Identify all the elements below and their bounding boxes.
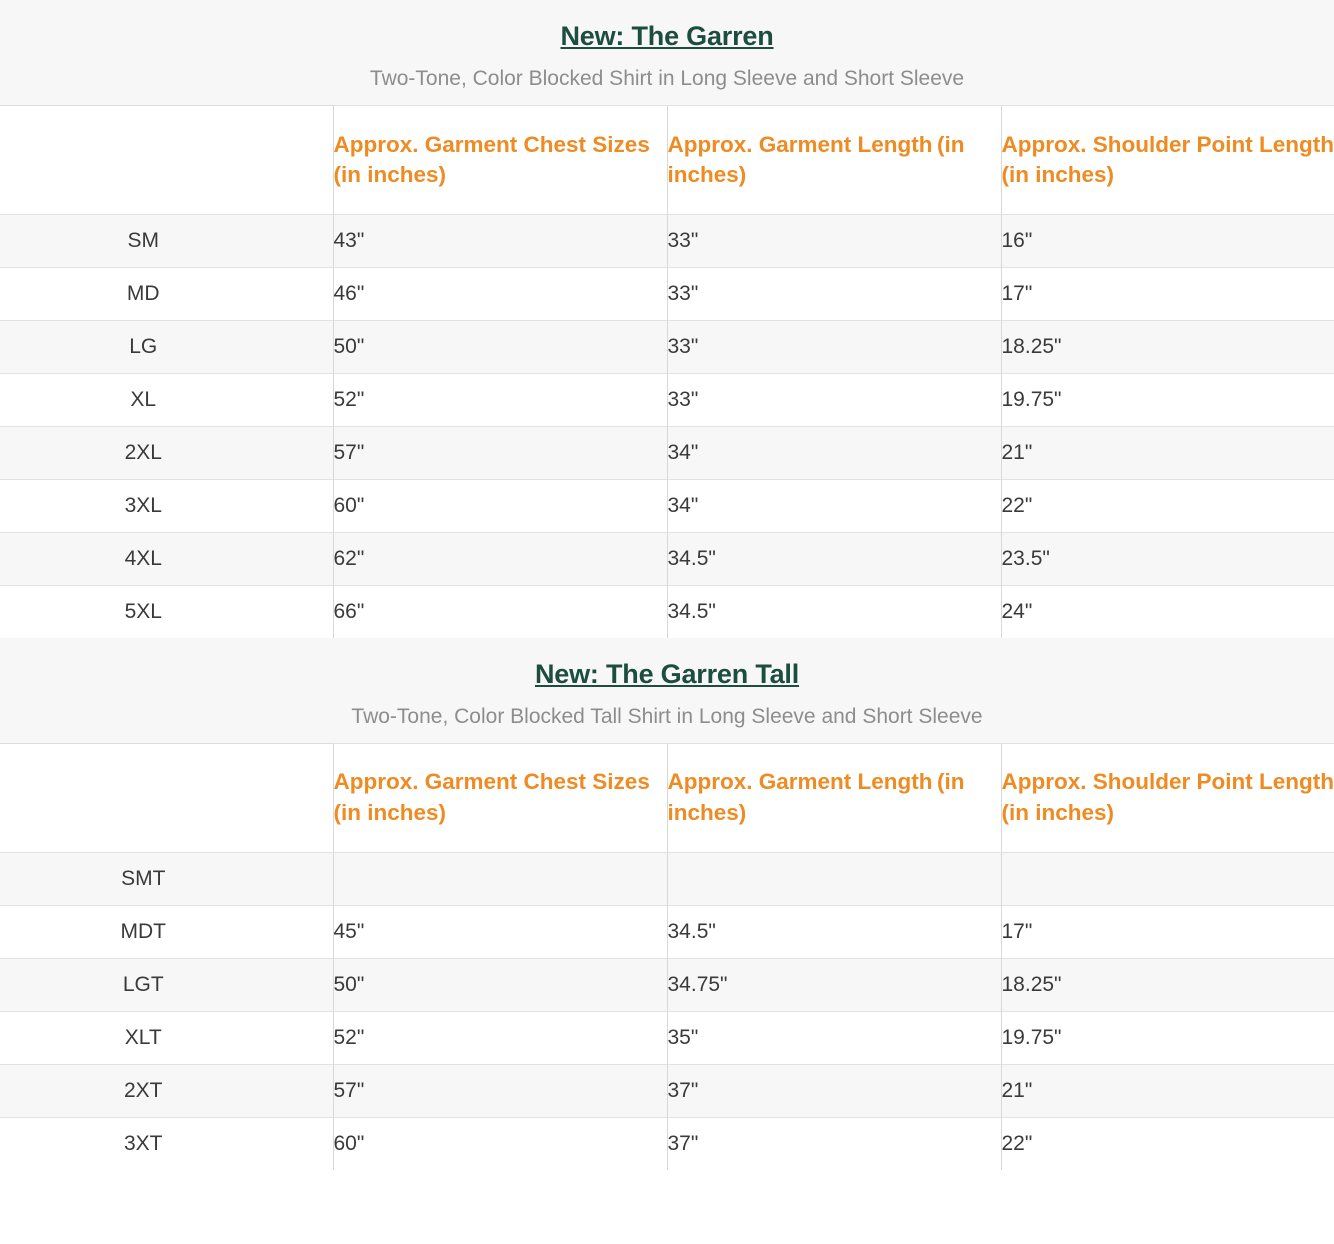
cell-shoulder: 18.25" [1001,958,1334,1011]
table-row [0,905,1334,958]
cell-shoulder: 22" [1001,1117,1334,1170]
table-row [0,585,1334,638]
cell-chest: 43" [333,214,667,267]
cell-length: 34" [667,479,1001,532]
table-row [0,267,1334,320]
cell-size: 2XL [0,426,333,479]
cell-chest: 50" [333,958,667,1011]
cell-shoulder: 17" [1001,267,1334,320]
cell-chest: 52" [333,1011,667,1064]
cell-chest: 62" [333,532,667,585]
column-header-length [667,743,1001,852]
column-header-shoulder-label: Approx. Shoulder Point Length [1001,769,1334,795]
table-row [0,958,1334,1011]
cell-length: 34" [667,426,1001,479]
column-header-chest [333,105,667,214]
size-table-garren-tall [0,743,1334,1170]
table-row [0,214,1334,267]
cell-length: 35" [667,1011,1001,1064]
cell-size: MD [0,267,333,320]
cell-shoulder: 18.25" [1001,320,1334,373]
cell-shoulder: 16" [1001,214,1334,267]
cell-size: XL [0,373,333,426]
column-header-length [667,105,1001,214]
column-header-chest [333,743,667,852]
cell-size: XLT [0,1011,333,1064]
table-row [0,373,1334,426]
cell-length: 33" [667,320,1001,373]
cell-chest: 66" [333,585,667,638]
size-table-garren [0,105,1334,638]
cell-length: 37" [667,1064,1001,1117]
cell-chest: 50" [333,320,667,373]
table-row [0,426,1334,479]
cell-length: 33" [667,267,1001,320]
cell-shoulder: 19.75" [1001,1011,1334,1064]
section-header-garren [0,0,1334,105]
cell-chest: 57" [333,1064,667,1117]
cell-shoulder: 24" [1001,585,1334,638]
table-row [0,479,1334,532]
cell-size: LGT [0,958,333,1011]
column-header-length-unit: (in inches) [667,769,965,825]
cell-chest: 57" [333,426,667,479]
table-header [0,105,1334,214]
cell-shoulder: 23.5" [1001,532,1334,585]
column-header-chest-label: Approx. Garment Chest Sizes [333,131,650,157]
section-subtitle: Two-Tone, Color Blocked Tall Shirt in Long Sleeve and Short Sleeve [351,704,983,728]
cell-shoulder [1001,852,1334,905]
cell-size: 4XL [0,532,333,585]
cell-chest: 60" [333,1117,667,1170]
column-header-shoulder-unit: (in inches) [1001,161,1115,187]
column-header-length-label: Approx. Garment Length [667,769,933,795]
cell-length: 34.5" [667,585,1001,638]
column-header-shoulder [1001,105,1334,214]
column-header-chest-unit: (in inches) [333,161,447,187]
cell-shoulder: 21" [1001,1064,1334,1117]
cell-shoulder: 19.75" [1001,373,1334,426]
cell-chest: 60" [333,479,667,532]
cell-length: 34.5" [667,532,1001,585]
table-row [0,320,1334,373]
cell-chest: 45" [333,905,667,958]
column-header-size [0,743,333,852]
column-header-shoulder-label: Approx. Shoulder Point Length [1001,131,1334,157]
table-header [0,743,1334,852]
cell-shoulder: 17" [1001,905,1334,958]
cell-size: SM [0,214,333,267]
column-header-size [0,105,333,214]
table-row [0,852,1334,905]
cell-length [667,852,1001,905]
cell-chest: 46" [333,267,667,320]
cell-size: SMT [0,852,333,905]
column-header-shoulder [1001,743,1334,852]
cell-shoulder: 22" [1001,479,1334,532]
cell-shoulder: 21" [1001,426,1334,479]
cell-length: 34.5" [667,905,1001,958]
cell-length: 37" [667,1117,1001,1170]
cell-size: 2XT [0,1064,333,1117]
section-header-garren-tall [0,638,1334,743]
cell-chest: 52" [333,373,667,426]
cell-length: 34.75" [667,958,1001,1011]
cell-size: 5XL [0,585,333,638]
cell-size: MDT [0,905,333,958]
cell-length: 33" [667,214,1001,267]
cell-size: 3XL [0,479,333,532]
cell-chest [333,852,667,905]
section-subtitle: Two-Tone, Color Blocked Shirt in Long Sleeve and Short Sleeve [369,66,965,90]
table-row [0,1011,1334,1064]
cell-size: LG [0,320,333,373]
table-row [0,532,1334,585]
column-header-length-unit: (in inches) [667,131,965,187]
section-title: New: The Garren [560,21,774,51]
cell-size: 3XT [0,1117,333,1170]
column-header-chest-unit: (in inches) [333,799,447,825]
table-row [0,1117,1334,1170]
table-row [0,1064,1334,1117]
column-header-length-label: Approx. Garment Length [667,131,933,157]
cell-length: 33" [667,373,1001,426]
column-header-shoulder-unit: (in inches) [1001,799,1115,825]
column-header-chest-label: Approx. Garment Chest Sizes [333,769,650,795]
section-title: New: The Garren Tall [534,658,800,689]
